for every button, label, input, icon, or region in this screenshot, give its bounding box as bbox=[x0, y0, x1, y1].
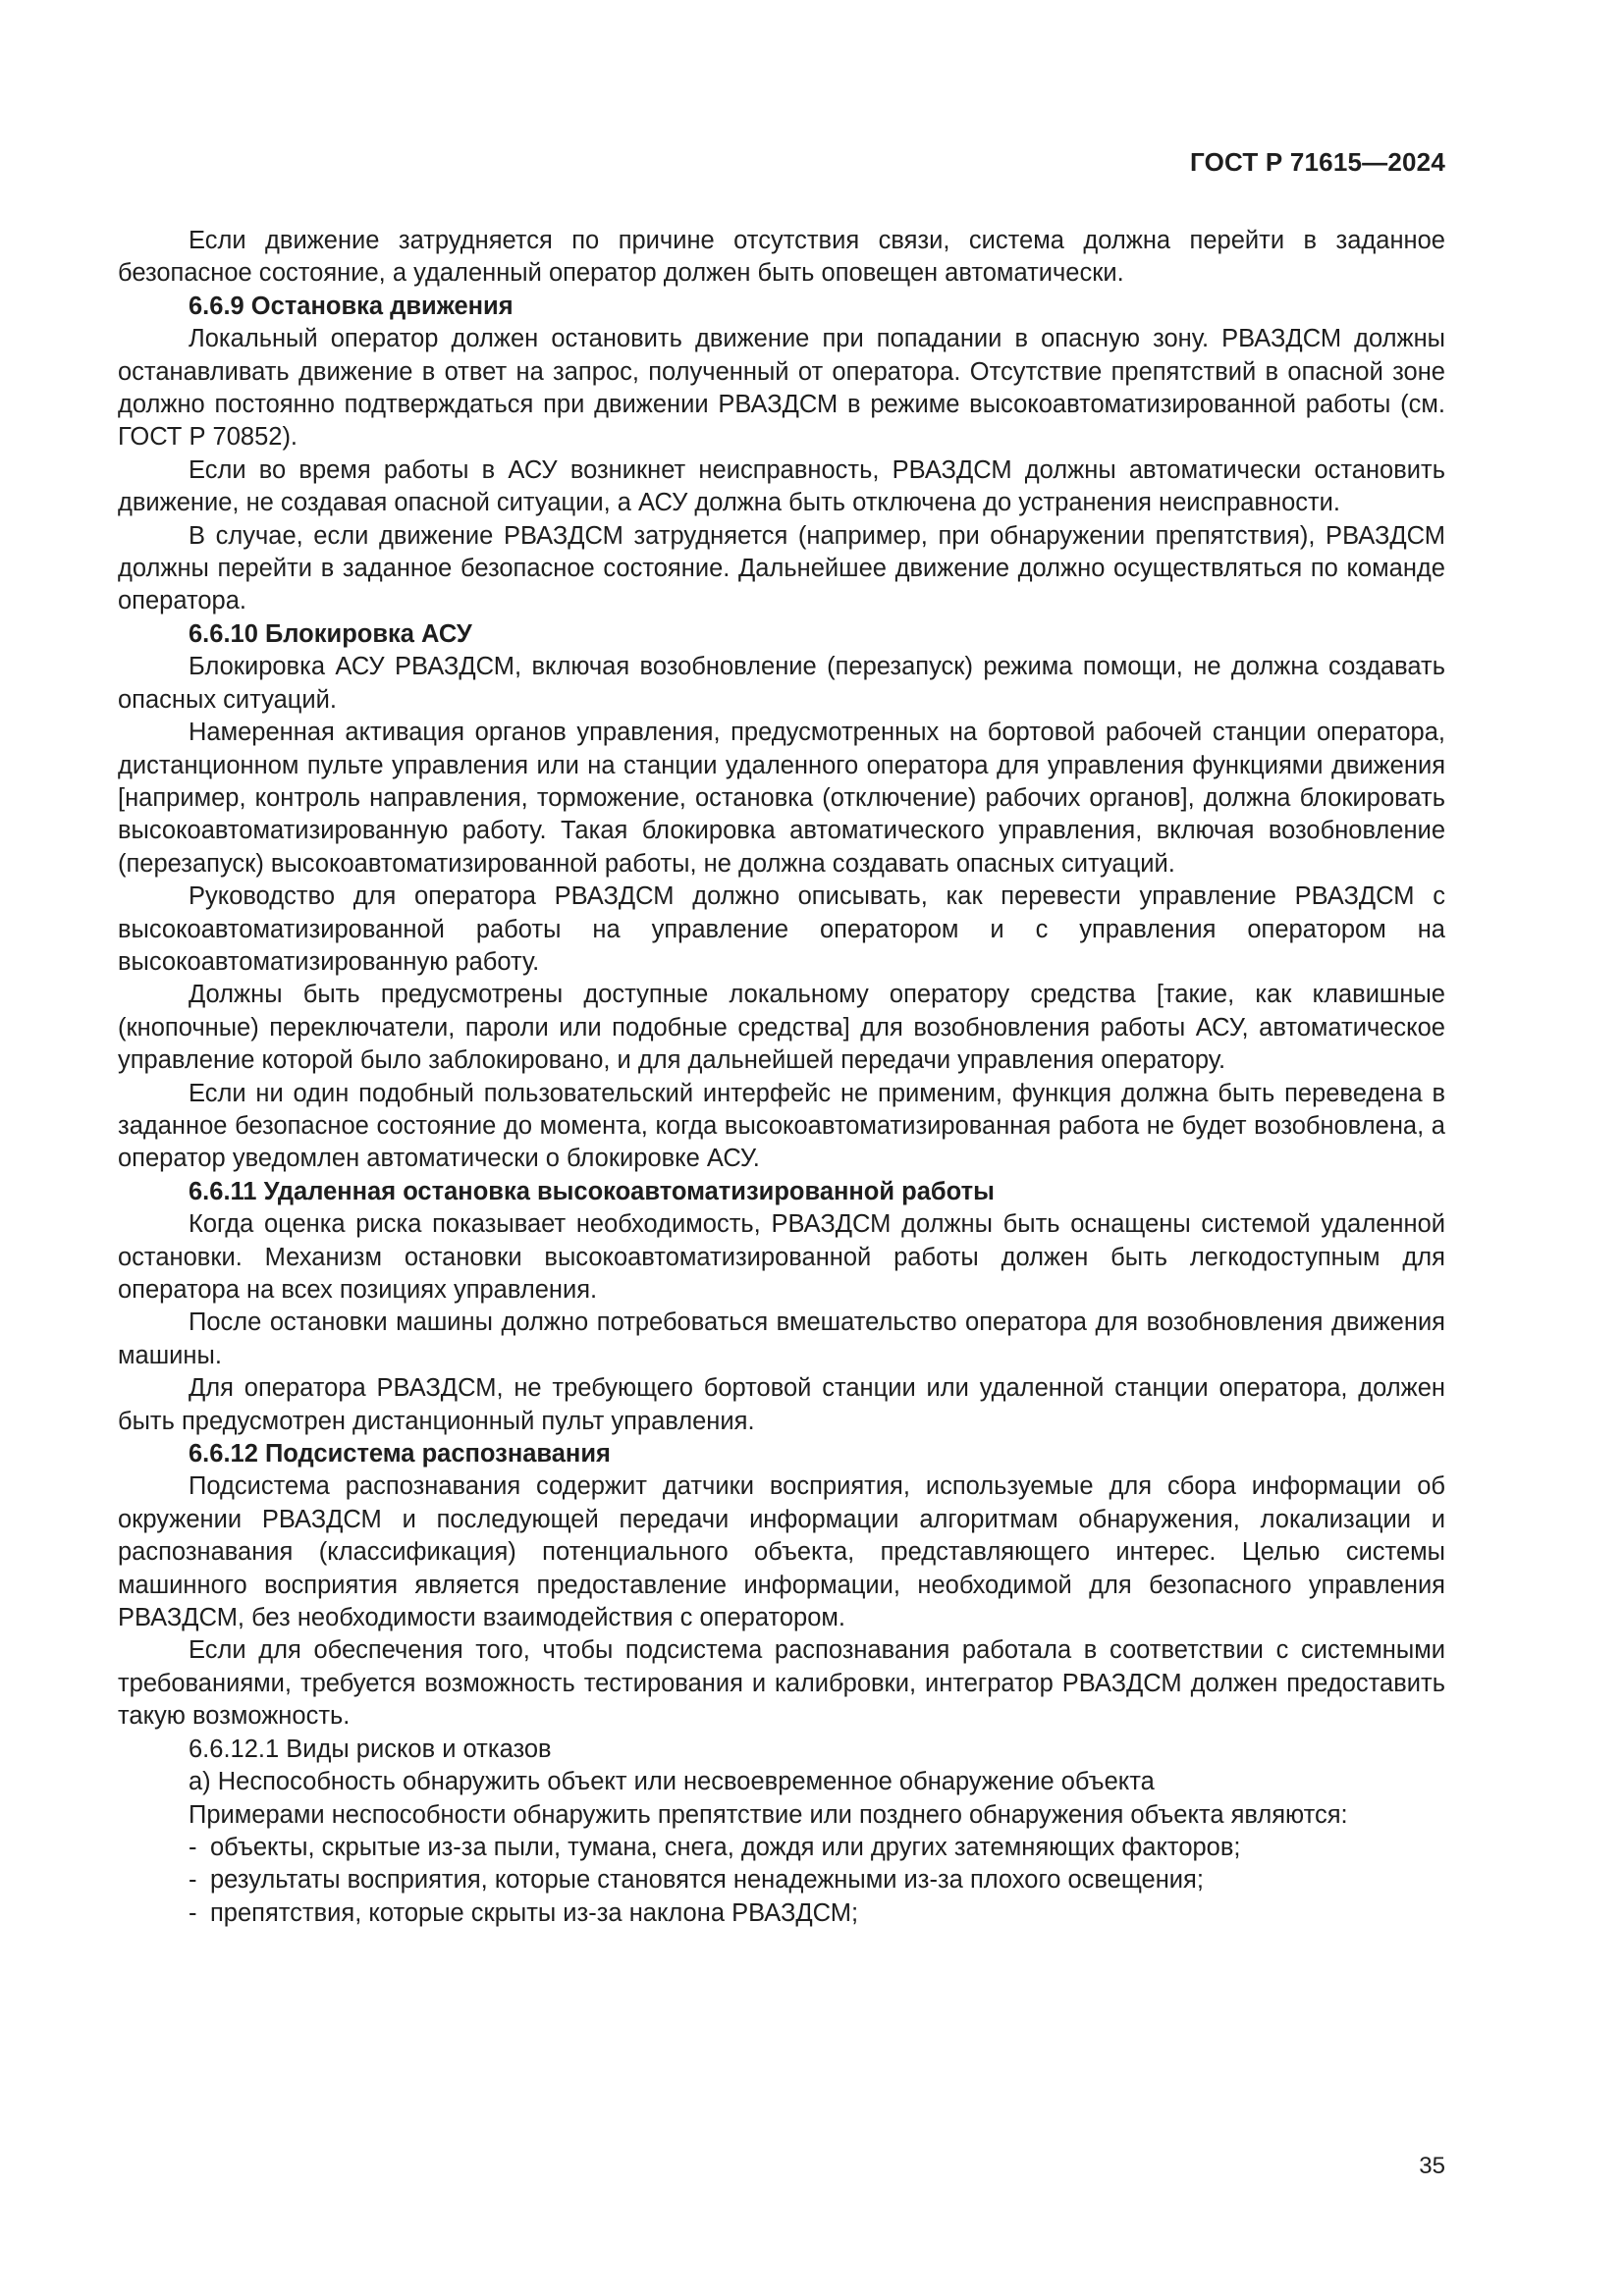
section-heading: 6.6.11 Удаленная остановка высокоавтоматизированной работы bbox=[189, 1177, 995, 1205]
paragraph: Локальный оператор должен остановить движение при попадании в опасную зону. РВАЗДСМ должны останавливать движение в ответ на запрос, полученный от оператора. Отсутствие препятствий в опасной зоне должно постоянно подтверждаться при движении РВАЗДСМ в режиме высокоавтоматизированной работы (см. ГОСТ Р 70852). bbox=[118, 325, 1445, 452]
paragraph: Должны быть предусмотрены доступные локальному оператору средства [такие, как клавишные (кнопочные) переключатели, пароли или подобные средства] для возобновления работы АСУ, автоматическое управление которой было заблокировано, и для дальнейшей передачи управления оператору. bbox=[118, 981, 1445, 1075]
list-item: - результаты восприятия, которые становятся ненадежными из-за плохого освещения; bbox=[189, 1864, 1445, 1896]
paragraph: Когда оценка риска показывает необходимость, РВАЗДСМ должны быть оснащены системой удаленной остановки. Механизм остановки высокоавтоматизированной работы должен быть легкодоступным для оператора на всех позициях управления. bbox=[118, 1210, 1445, 1304]
paragraph: Если движение затрудняется по причине отсутствия связи, система должна перейти в заданное безопасное состояние, а удаленный оператор должен быть оповещен автоматически. bbox=[118, 227, 1445, 288]
paragraph: Примерами неспособности обнаружить препятствие или позднего обнаружения объекта являются: bbox=[189, 1800, 1348, 1829]
dash-list bbox=[118, 1832, 1445, 1930]
paragraph: Намеренная активация органов управления, предусмотренных на бортовой рабочей станции оператора, дистанционном пульте управления или на станции удаленного оператора для управления функциями движения [например, контроль направления, торможение, остановка (отключение) рабочих органов], должна блокировать высокоавтоматизированную работу. Такая блокировка автоматического управления, включая возобновление (перезапуск) высокоавтоматизированной работы, не должна создавать опасных ситуаций. bbox=[118, 719, 1445, 878]
section-heading: 6.6.12 Подсистема распознавания bbox=[189, 1440, 611, 1468]
paragraph: Для оператора РВАЗДСМ, не требующего бортовой станции или удаленной станции оператора, должен быть предусмотрен дистанционный пульт управления. bbox=[118, 1374, 1445, 1435]
paragraph: Если во время работы в АСУ возникнет неисправность, РВАЗДСМ должны автоматически остановить движение, не создавая опасной ситуации, а АСУ должна быть отключена до устранения неисправности. bbox=[118, 455, 1445, 517]
paragraph: В случае, если движение РВАЗДСМ затрудняется (например, при обнаружении препятствия), РВАЗДСМ должны перейти в заданное безопасное состояние. Дальнейшее движение должно осуществляться по команде оператора. bbox=[118, 521, 1445, 615]
list-item: - объекты, скрытые из-за пыли, тумана, снега, дождя или других затемняющих факторов; bbox=[189, 1832, 1445, 1864]
paragraph: Если ни один подобный пользовательский интерфейс не применим, функция должна быть переведена в заданное безопасное состояние до момента, когда высокоавтоматизированная работа не будет возобновлена, а оператор уведомлен автоматически о блокировке АСУ. bbox=[118, 1079, 1445, 1173]
document-code: ГОСТ Р 71615—2024 bbox=[1190, 147, 1445, 177]
document-body bbox=[118, 225, 1445, 1930]
subsection-title: 6.6.12.1 Виды рисков и отказов bbox=[189, 1735, 552, 1763]
section-heading: 6.6.10 Блокировка АСУ bbox=[189, 619, 472, 648]
paragraph: Если для обеспечения того, чтобы подсистема распознавания работала в соответствии с системными требованиями, требуется возможность тестирования и калибровки, интегратор РВАЗДСМ должен предоставить такую возможность. bbox=[118, 1636, 1445, 1731]
paragraph: Блокировка АСУ РВАЗДСМ, включая возобновление (перезапуск) режима помощи, не должна создавать опасных ситуаций. bbox=[118, 653, 1445, 714]
list-item-heading: а) Неспособность обнаружить объект или несвоевременное обнаружение объекта bbox=[189, 1768, 1155, 1796]
paragraph: После остановки машины должно потребоваться вмешательство оператора для возобновления движения машины. bbox=[118, 1308, 1445, 1369]
paragraph: Подсистема распознавания содержит датчики восприятия, используемые для сбора информации об окружении РВАЗДСМ и последующей передачи информации алгоритмам обнаружения, локализации и распознавания (классификация) потенциального объекта, представляющего интерес. Целью системы машинного восприятия является предоставление информации, необходимой для безопасного управления РВАЗДСМ, без необходимости взаимодействия с оператором. bbox=[118, 1472, 1445, 1632]
paragraph: Руководство для оператора РВАЗДСМ должно описывать, как перевести управление РВАЗДСМ с высокоавтоматизированной работы на управление оператором и с управления оператором на высокоавтоматизированную работу. bbox=[118, 882, 1445, 976]
page-number: 35 bbox=[1419, 2153, 1445, 2179]
section-heading: 6.6.9 Остановка движения bbox=[189, 292, 514, 320]
list-item: - препятствия, которые скрыты из-за наклона РВАЗДСМ; bbox=[189, 1897, 1445, 1930]
